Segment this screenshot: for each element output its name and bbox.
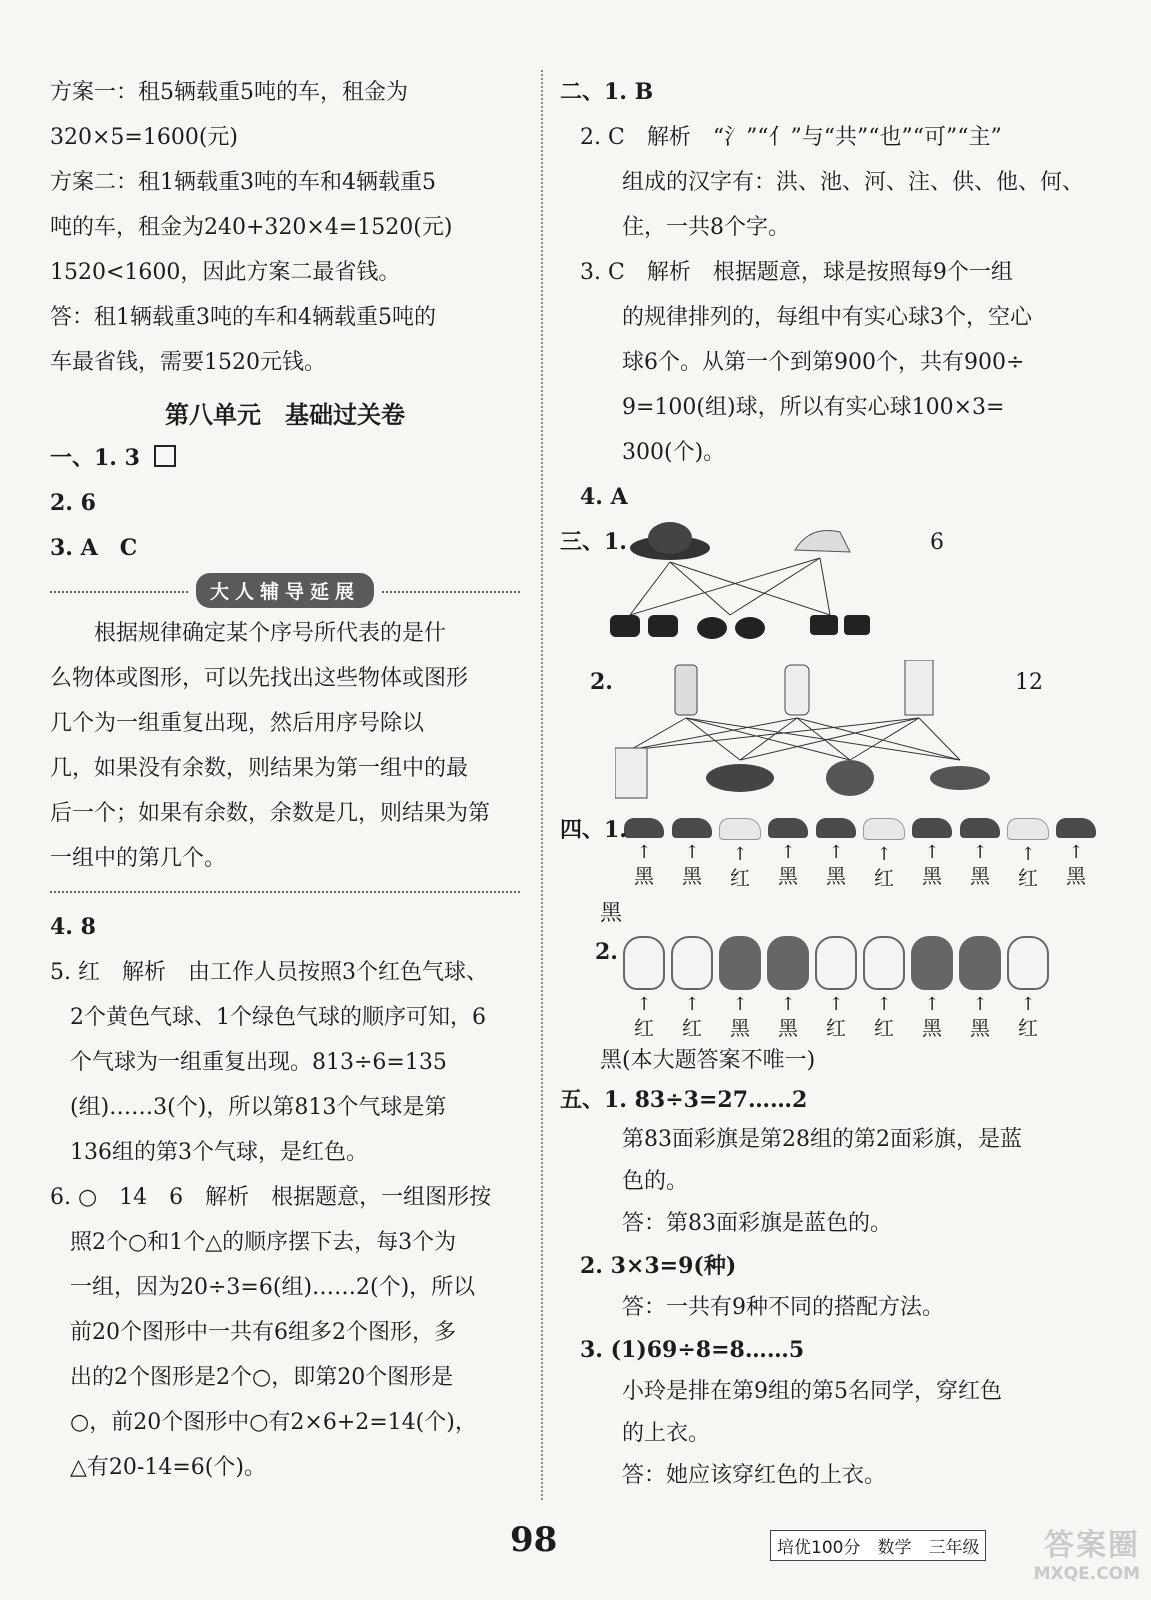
extension-label: 大人辅导延展 bbox=[196, 573, 374, 608]
up-arrow-icon: ↑ bbox=[876, 994, 892, 1015]
bear-color: 红 bbox=[634, 1016, 654, 1040]
answer-2-2-line: 2. C 解析 “氵”“亻”与“共”“也”“可”“主” bbox=[580, 125, 1002, 150]
shoe-color: 红 bbox=[874, 866, 894, 890]
hat-crown bbox=[648, 522, 692, 554]
bear-color: 黑 bbox=[730, 1016, 750, 1040]
drink-bottle-icon bbox=[675, 665, 697, 715]
shoe-item bbox=[764, 818, 812, 891]
shoe-item bbox=[1004, 818, 1052, 891]
sunglasses-icon bbox=[810, 615, 870, 635]
unit-title: 第八单元 基础过关卷 bbox=[165, 400, 405, 429]
extension-line: 一组中的第几个。 bbox=[50, 846, 227, 871]
series-badge: 培优100分 数学 三年级 bbox=[770, 1530, 986, 1561]
extension-line: 后一个；如果有余数，余数是几，则结果为第 bbox=[50, 801, 491, 826]
up-arrow-icon: ↑ bbox=[924, 994, 940, 1015]
answer-5-3-line: 的上衣。 bbox=[622, 1421, 711, 1446]
figure-2-label: 2. bbox=[590, 669, 613, 695]
bear-item bbox=[620, 936, 668, 1041]
bear-icon bbox=[767, 936, 809, 990]
up-arrow-icon: ↑ bbox=[780, 842, 796, 863]
up-arrow-icon: ↑ bbox=[684, 842, 700, 863]
plan-line: 1520<1600，因此方案二最省钱。 bbox=[50, 260, 401, 285]
bear-item bbox=[812, 936, 860, 1041]
bear-icon bbox=[815, 936, 857, 990]
extension-top-rule bbox=[50, 581, 520, 611]
burger-icon bbox=[826, 760, 874, 796]
bear-item bbox=[860, 936, 908, 1041]
shoe-item bbox=[716, 818, 764, 891]
shoe-icon bbox=[1056, 818, 1096, 838]
plan-line: 车最省钱，需要1520元钱。 bbox=[50, 350, 326, 375]
answer-5-line: 136组的第3个气球，是红色。 bbox=[70, 1140, 368, 1165]
sequence-1-answer: 黑 bbox=[600, 901, 623, 926]
answer-5-2: 2. 3×3=9(种) bbox=[580, 1253, 737, 1279]
shoe-icon bbox=[863, 818, 905, 840]
shoe-color: 黑 bbox=[634, 864, 654, 888]
juice-box-icon bbox=[905, 660, 933, 715]
cap-icon bbox=[795, 530, 850, 552]
plan-line: 吨的车，租金为240+320×4=1520(元) bbox=[50, 215, 453, 240]
bear-icon bbox=[1007, 936, 1049, 990]
answer-1-2: 2. 6 bbox=[50, 490, 96, 516]
link-line bbox=[630, 562, 670, 615]
shoe-icon bbox=[624, 818, 664, 838]
answer-6-line: 照2个○和1个△的顺序摆下去，每3个为 bbox=[70, 1230, 457, 1255]
matching-figure-1 bbox=[560, 520, 1105, 660]
bear-color: 红 bbox=[1018, 1016, 1038, 1040]
extension-line: 几个为一组重复出现，然后用序号除以 bbox=[50, 711, 425, 736]
watermark bbox=[960, 1520, 1140, 1584]
shoes-sequence bbox=[560, 818, 1105, 936]
answer-5-2-line: 答：一共有9种不同的搭配方法。 bbox=[622, 1295, 944, 1320]
answer-5-1-line: 色的。 bbox=[622, 1169, 689, 1194]
answer-5-3-line: 答：她应该穿红色的上衣。 bbox=[622, 1463, 887, 1488]
up-arrow-icon: ↑ bbox=[972, 842, 988, 863]
answer-5-line: (组)……3(个)，所以第813个气球是第 bbox=[70, 1095, 447, 1120]
answer-1-3: 3. A C bbox=[50, 535, 138, 561]
bear-color: 红 bbox=[682, 1016, 702, 1040]
tutoring-extension bbox=[50, 581, 520, 893]
bear-icon bbox=[719, 936, 761, 990]
square-icon bbox=[154, 445, 176, 467]
answer-2-2-line: 组成的汉字有：洪、池、河、注、供、他、何、 bbox=[622, 170, 1085, 195]
bear-item bbox=[668, 936, 716, 1041]
extension-line: 么物体或图形，可以先找出这些物体或图形 bbox=[50, 666, 469, 691]
up-arrow-icon: ↑ bbox=[1020, 844, 1036, 865]
shoe-color: 红 bbox=[730, 866, 750, 890]
sequence-1-label: 四、1. bbox=[560, 817, 627, 843]
answer-2-3-line: 9=100(组)球，所以有实心球100×3= bbox=[622, 395, 1005, 420]
extension-tag bbox=[188, 573, 382, 608]
answer-text: 一、1. 3 bbox=[50, 445, 140, 471]
answer-2-3-line: 3. C 解析 根据题意，球是按照每9个一组 bbox=[580, 260, 1013, 285]
page-number: 98 bbox=[510, 1520, 558, 1560]
right-column bbox=[560, 70, 1105, 1497]
answer-5-3: 3. (1)69÷8=8……5 bbox=[580, 1337, 805, 1363]
shoe-item bbox=[812, 818, 860, 891]
matching-figure-2 bbox=[560, 660, 1105, 810]
up-arrow-icon: ↑ bbox=[636, 842, 652, 863]
figure-1-label: 三、1. bbox=[560, 529, 627, 555]
shoe-icon bbox=[912, 818, 952, 838]
bear-icon bbox=[911, 936, 953, 990]
shoe-color: 黑 bbox=[826, 864, 846, 888]
shoe-icon bbox=[768, 818, 808, 838]
bear-color: 红 bbox=[874, 1016, 894, 1040]
bears-sequence bbox=[560, 936, 1105, 1081]
up-arrow-icon: ↑ bbox=[732, 994, 748, 1015]
bears-row bbox=[620, 936, 1105, 1041]
extension-body bbox=[50, 611, 520, 881]
shoe-item bbox=[1052, 818, 1100, 891]
drinks-foods-svg bbox=[615, 660, 995, 805]
shoes-row bbox=[620, 818, 1105, 891]
answer-5-1: 五、1. 83÷3=27……2 bbox=[560, 1087, 808, 1113]
bear-icon bbox=[863, 936, 905, 990]
answer-6-line: 一组，因为20÷3=6(组)……2(个)，所以 bbox=[70, 1275, 476, 1300]
bear-icon bbox=[671, 936, 713, 990]
answer-5-line: 2个黄色气球、1个绿色气球的顺序可知，6 bbox=[70, 1005, 486, 1030]
shoe-icon bbox=[672, 818, 712, 838]
link-line bbox=[670, 562, 830, 615]
bear-icon bbox=[623, 936, 665, 990]
watermark-title: 答案圈 bbox=[1044, 1528, 1140, 1563]
extension-bottom-rule bbox=[50, 891, 520, 893]
answer-5-line: 5. 红 解析 由工作人员按照3个红色气球、 bbox=[50, 960, 488, 985]
swiss-roll-icon bbox=[706, 764, 774, 792]
answer-2-4: 4. A bbox=[580, 484, 628, 510]
milk-bottle-icon bbox=[785, 665, 809, 715]
shoe-item bbox=[860, 818, 908, 891]
link-line bbox=[670, 562, 730, 615]
bear-color: 黑 bbox=[970, 1016, 990, 1040]
up-arrow-icon: ↑ bbox=[972, 994, 988, 1015]
up-arrow-icon: ↑ bbox=[828, 842, 844, 863]
shoe-icon bbox=[719, 818, 761, 840]
bear-color: 黑 bbox=[778, 1016, 798, 1040]
shoe-item bbox=[908, 818, 956, 891]
answer-6-line: ○，前20个图形中○有2×6+2=14(个)， bbox=[70, 1410, 477, 1435]
bear-item bbox=[908, 936, 956, 1041]
up-arrow-icon: ↑ bbox=[1020, 994, 1036, 1015]
extension-line: 根据规律确定某个序号所代表的是什 bbox=[50, 621, 447, 646]
plan-line: 答：租1辆载重3吨的车和4辆载重5吨的 bbox=[50, 305, 436, 330]
sunglasses-icon bbox=[697, 617, 765, 639]
up-arrow-icon: ↑ bbox=[828, 994, 844, 1015]
plan-line: 方案二：租1辆载重3吨的车和4辆载重5 bbox=[50, 170, 436, 195]
up-arrow-icon: ↑ bbox=[780, 994, 796, 1015]
bear-color: 红 bbox=[826, 1016, 846, 1040]
answer-5-line: 个气球为一组重复出现。813÷6=135 bbox=[70, 1050, 447, 1075]
answer-1-1 bbox=[50, 436, 520, 481]
figure-1-answer: 6 bbox=[930, 530, 944, 555]
answer-5-1-line: 答：第83面彩旗是蓝色的。 bbox=[622, 1211, 892, 1236]
sequence-2-answer: 黑(本大题答案不唯一) bbox=[600, 1048, 816, 1073]
plan-line: 320×5=1600(元) bbox=[50, 125, 239, 150]
up-arrow-icon: ↑ bbox=[924, 842, 940, 863]
bear-item bbox=[1004, 936, 1052, 1041]
answer-5-3-line: 小玲是排在第9组的第5名同学，穿红色 bbox=[622, 1379, 1002, 1404]
up-arrow-icon: ↑ bbox=[876, 844, 892, 865]
shoe-item bbox=[668, 818, 716, 891]
shoe-color: 黑 bbox=[922, 864, 942, 888]
answer-2-2-line: 住，一共8个字。 bbox=[622, 215, 790, 240]
bear-icon bbox=[959, 936, 1001, 990]
link-line bbox=[820, 558, 830, 615]
shoe-icon bbox=[960, 818, 1000, 838]
bear-item bbox=[716, 936, 764, 1041]
shoe-color: 黑 bbox=[970, 864, 990, 888]
up-arrow-icon: ↑ bbox=[684, 994, 700, 1015]
answer-2-3-line: 300(个)。 bbox=[622, 440, 726, 465]
up-arrow-icon: ↑ bbox=[732, 844, 748, 865]
bear-color: 黑 bbox=[922, 1016, 942, 1040]
shoe-color: 黑 bbox=[682, 864, 702, 888]
shoe-icon bbox=[816, 818, 856, 838]
up-arrow-icon: ↑ bbox=[636, 994, 652, 1015]
answer-6-line: 前20个图形中一共有6组多2个图形，多 bbox=[70, 1320, 456, 1345]
hats-glasses-svg bbox=[610, 520, 870, 650]
answer-6-line: 出的2个图形是2个○，即第20个图形是 bbox=[70, 1365, 454, 1390]
figure-2-answer: 12 bbox=[1015, 670, 1043, 695]
extension-line: 几，如果没有余数，则结果为第一组中的最 bbox=[50, 756, 469, 781]
shoe-color: 黑 bbox=[1066, 864, 1086, 888]
left-column bbox=[50, 70, 520, 1490]
plan-line: 方案一：租5辆载重5吨的车，租金为 bbox=[50, 80, 408, 105]
answer-4: 4. 8 bbox=[50, 914, 96, 940]
answer-2-1: 二、1. B bbox=[560, 79, 654, 105]
answer-5-1-line: 第83面彩旗是第28组的第2面彩旗，是蓝 bbox=[622, 1127, 1022, 1152]
hotdog-icon bbox=[930, 766, 990, 790]
shoe-color: 红 bbox=[1018, 866, 1038, 890]
answer-6-line: 6. ○ 14 6 解析 根据题意，一组图形按 bbox=[50, 1185, 492, 1210]
sequence-2-label: 2. bbox=[595, 939, 618, 965]
shoe-item bbox=[620, 818, 668, 891]
column-divider bbox=[541, 70, 543, 1500]
sunglasses-icon bbox=[610, 615, 678, 637]
answer-6-line: △有20-14=6(个)。 bbox=[70, 1455, 266, 1480]
biscuit-bag-icon bbox=[615, 748, 647, 798]
up-arrow-icon: ↑ bbox=[1068, 842, 1084, 863]
answer-2-3-line: 的规律排列的，每组中有实心球3个，空心 bbox=[622, 305, 1032, 330]
watermark-url: MXQE.COM bbox=[1033, 1564, 1140, 1584]
shoe-item bbox=[956, 818, 1004, 891]
shoe-color: 黑 bbox=[778, 864, 798, 888]
link-line bbox=[919, 718, 960, 760]
answer-2-3-line: 球6个。从第一个到第900个，共有900÷ bbox=[622, 350, 1025, 375]
shoe-icon bbox=[1007, 818, 1049, 840]
page-footer bbox=[0, 1520, 1151, 1584]
link-line bbox=[630, 558, 820, 615]
bear-item bbox=[956, 936, 1004, 1041]
bear-item bbox=[764, 936, 812, 1041]
